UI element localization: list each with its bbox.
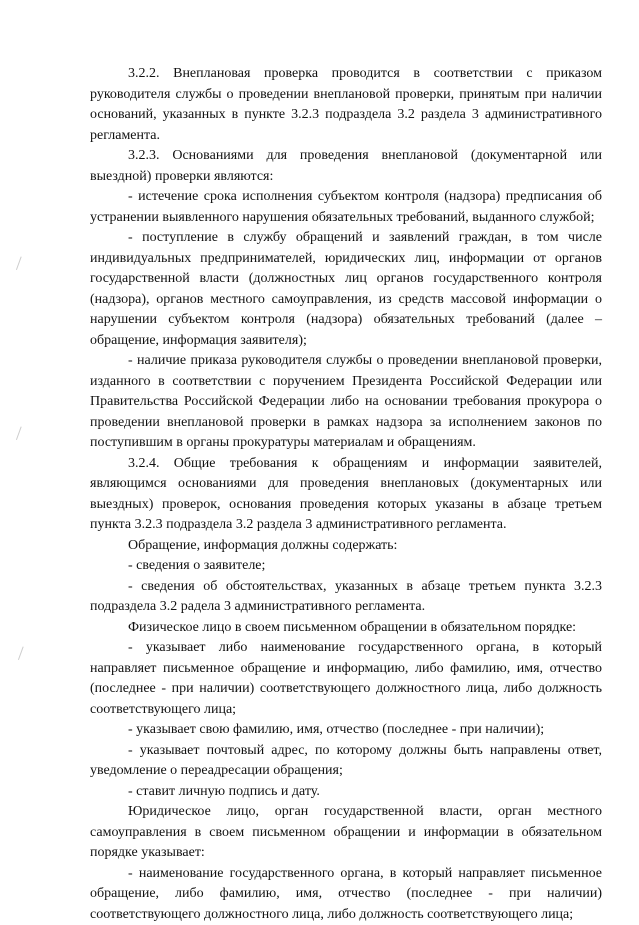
list-item: - указывает свою фамилию, имя, отчество (последнее - при наличии);	[90, 720, 602, 741]
scan-mark	[16, 427, 31, 444]
list-item: - наименование государственного органа, в который направляет письменное обращение, либо фамилию, имя, отчество (последнее - при наличии) соответствующего должностного лица, либо должность соответствующего лица;	[90, 864, 602, 925]
list-item: - указывает либо наименование государственного органа, в который направляет письменное обращение и информацию, либо фамилию, имя, отчество (последнее - при наличии) соответствующего должностного лица, либо должность соответствующего лица;	[90, 638, 602, 720]
list-item: - поступление в службу обращений и заявлений граждан, в том числе индивидуальных предпринимателей, юридических лиц, информации от органов государственной власти (должностных лиц органов государственного контроля (надзора), органов местного самоуправления, из средств массовой информации о нарушении субъектом контроля (надзора) обязательных требований (далее – обращение, информация заявителя);	[90, 228, 602, 351]
list-item: - сведения об обстоятельствах, указанных в абзаце третьем пункта 3.2.3 подраздела 3.2 радела 3 административного регламента.	[90, 577, 602, 618]
list-item: - истечение срока исполнения субъектом контроля (надзора) предписания об устранении выявленного нарушения обязательных требований, выданного службой;	[90, 187, 602, 228]
list-item: - наличие приказа руководителя службы о проведении внеплановой проверки, изданного в соответствии с поручением Президента Российской Федерации или Правительства Российской Федерации либо на основании требования прокурора о проведении внеплановой проверки в рамках надзора за исполнением законов по поступившим в органы прокуратуры материалам и обращениям.	[90, 351, 602, 454]
paragraph-3-2-3: 3.2.3. Основаниями для проведения внеплановой (документарной или выездной) проверки являются:	[90, 146, 602, 187]
paragraph: Физическое лицо в своем письменном обращении в обязательном порядке:	[90, 618, 602, 639]
paragraph-3-2-2: 3.2.2. Внеплановая проверка проводится в соответствии с приказом руководителя службы о проведении внеплановой проверки, принятым при наличии оснований, указанных в пункте 3.2.3 подраздела 3.2 раздела 3 административного регламента.	[90, 64, 602, 146]
paragraph-3-2-4: 3.2.4. Общие требования к обращениям и информации заявителей, являющимся основаниями для проведения внеплановых (документарных или выездных) проверок, основания проведения которых указаны в абзаце третьем пункта 3.2.3 подраздела 3.2 раздела 3 административного регламента.	[90, 454, 602, 536]
paragraph: Юридическое лицо, орган государственной власти, орган местного самоуправления в своем письменном обращении и информации в обязательном порядке указывает:	[90, 802, 602, 864]
paragraph: Обращение, информация должны содержать:	[90, 536, 602, 557]
scan-mark	[16, 257, 31, 274]
scan-mark	[18, 647, 33, 664]
list-item: - сведения о заявителе;	[90, 556, 602, 577]
list-item: - ставит личную подпись и дату.	[90, 782, 602, 803]
list-item: - указывает почтовый адрес, по которому должны быть направлены ответ, уведомление о переадресации обращения;	[90, 741, 602, 782]
document-body	[90, 64, 602, 925]
